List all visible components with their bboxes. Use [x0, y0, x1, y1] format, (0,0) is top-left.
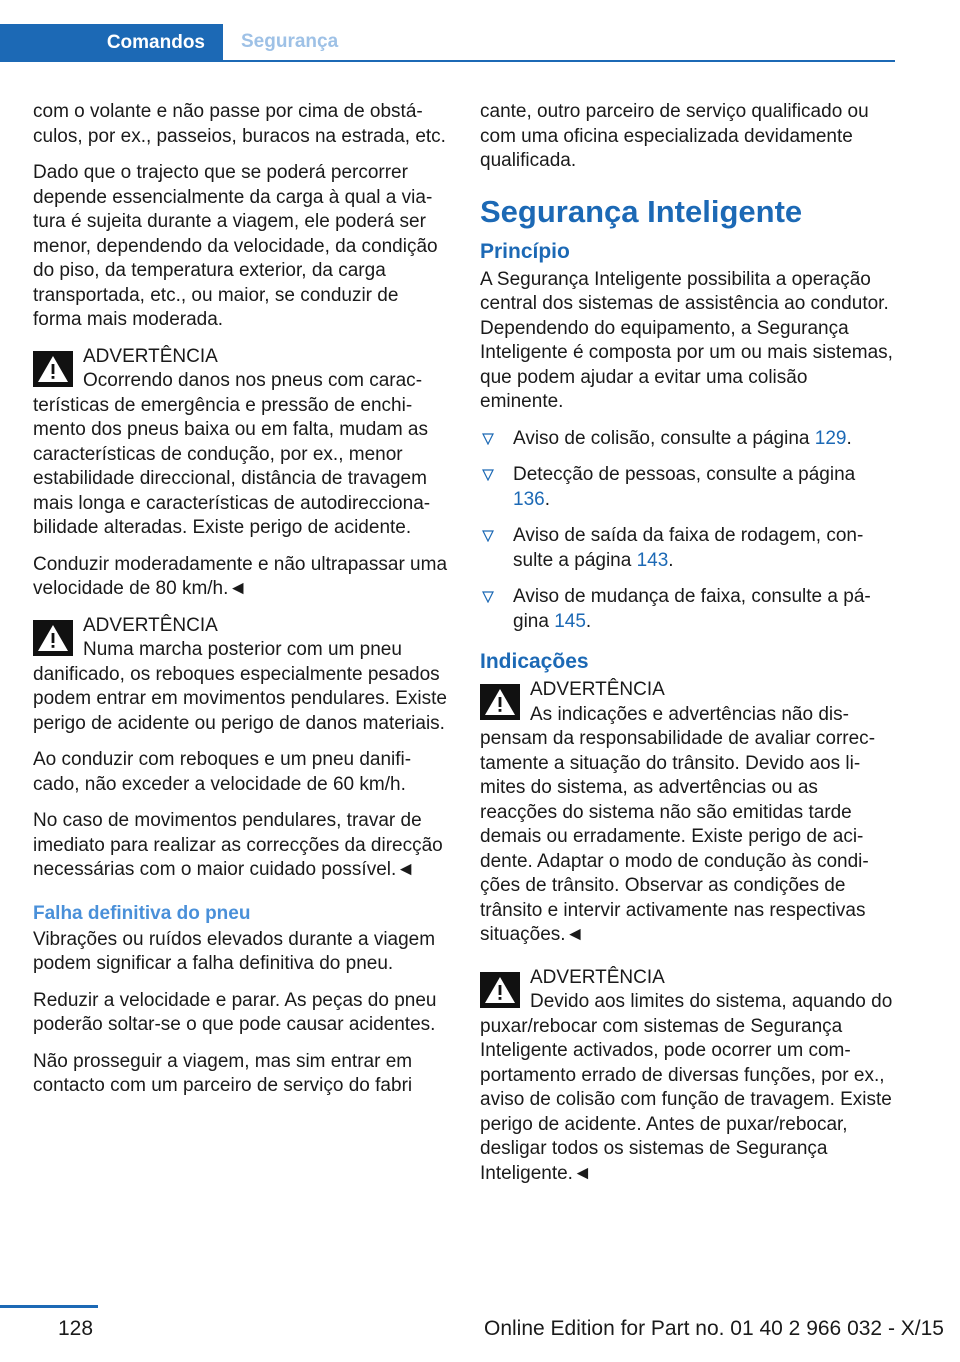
section-title: Segurança Inteligente [480, 193, 803, 229]
feature-list [480, 427, 895, 635]
paragraph: cante, outro parceiro de serviço qualificado ou com uma oficina especializada devidamente qualificada. [480, 101, 869, 171]
warning-text: Numa marcha posterior com um pneu danificado, os reboques especialmente pesados podem entrar em movimentos pendulares. Existe perigo de acidente ou perigo de danos materiais. [33, 639, 447, 734]
warning-triangle-icon [33, 620, 73, 656]
paragraph: Reduzir a velocidade e parar. As peças do pneu poderão soltar-se o que pode causar acidentes. [33, 989, 437, 1035]
page-link[interactable]: 136 [513, 488, 545, 510]
tab-comandos[interactable]: Comandos [0, 24, 223, 62]
heading-principio: Princípio [480, 239, 570, 263]
right-column [480, 100, 895, 1198]
warning-triangle-icon [480, 972, 520, 1008]
warning-title: ADVERTÊNCIA [83, 614, 218, 636]
heading-falha-definitiva: Falha definitiva do pneu [33, 902, 251, 924]
list-item: Aviso de colisão, consulte a página 129. [480, 427, 895, 452]
tab-seguranca[interactable]: Segurança [241, 31, 339, 52]
page-header [0, 24, 895, 62]
footer-rule [0, 1305, 98, 1308]
paragraph: Não prosseguir a viagem, mas sim entrar em contacto com um parceiro de serviço do fabri [33, 1050, 413, 1096]
page-link[interactable]: 143 [636, 549, 669, 571]
paragraph: A Segurança Inteligente possibilita a operação central dos sistemas de assistência ao condutor. Dependendo do equipamento, a Segurança Inteligente é composta por um ou mais sistemas, que podem ajudar a evitar uma colisão eminente. [480, 268, 893, 412]
edition-note: Online Edition for Part no. 01 40 2 966 032 - X/15 [484, 1317, 944, 1340]
page-link[interactable]: 129 [814, 427, 847, 449]
heading-indicacoes: Indicações [480, 650, 589, 673]
left-column [33, 100, 448, 1111]
page-number: 128 [58, 1317, 94, 1340]
warning-text: As indicações e advertências não dispensam da responsabilidade de avaliar correctamente a situação do trânsito. Devido aos limites do sistema, as advertências ou as reacções do sistema não são emitidas tarde demais ou erradamente. Existe perigo de acidente. Adaptar o modo de condução às condições de trânsito. Observar as condições de trânsito e intervir activamente nas respectivas situações.◄ [480, 703, 876, 945]
paragraph: Dado que o trajecto que se poderá percorrer depende essencialmente da carga à qual a viatura é sujeita durante a viagem, ele poderá ser menor, dependendo da velocidade, da condição do piso, da temperatura exterior, da carga transportada, etc., ou maior, se conduzir de forma mais moderada. [33, 162, 438, 330]
list-item: Aviso de mudança de faixa, consulte a página 145. [480, 585, 895, 634]
triangle-bullet-icon [482, 433, 494, 445]
paragraph: Ao conduzir com reboques e um pneu danificado, não exceder a velocidade de 60 km/h. [33, 749, 412, 795]
warning-text: Ocorrendo danos nos pneus com características de emergência e pressão de enchimento dos pneus baixa ou em falta, mudam as características de condução, por ex., menor estabilidade direccional, distância de travagem mais longa e características de autodireccionabilidade alteradas. Existe perigo de acidente. [33, 370, 431, 538]
warning-title: ADVERTÊNCIA [530, 679, 665, 700]
list-item: Aviso de saída da faixa de rodagem, consulte a página 143. [480, 524, 895, 573]
triangle-bullet-icon [482, 469, 494, 481]
list-item: Detecção de pessoas, consulte a página 136. [480, 463, 895, 512]
paragraph: Vibrações ou ruídos elevados durante a viagem podem significar a falha definitiva do pneu. [33, 928, 436, 974]
triangle-bullet-icon [482, 591, 494, 603]
warning-block [33, 345, 448, 541]
warning-title: ADVERTÊNCIA [83, 345, 218, 367]
paragraph: No caso de movimentos pendulares, travar de imediato para realizar as correcções da direcção necessárias com o maior cuidado possível.◄ [33, 810, 443, 880]
warning-block [480, 678, 895, 948]
warning-text: Devido aos limites do sistema, aquando do puxar/rebocar com sistemas de Segurança Inteligente activados, pode ocorrer um comportamento errado de diversas funções, por ex., aviso de colisão com função de travagem. Existe perigo de acidente. Antes de puxar/rebocar, desligar todos os sistemas de Segurança Inteligente.◄ [480, 991, 893, 1184]
warning-title: ADVERTÊNCIA [530, 966, 665, 988]
paragraph: Conduzir moderadamente e não ultrapassar uma velocidade de 80 km/h.◄ [33, 553, 448, 599]
page-link[interactable]: 145 [554, 610, 586, 632]
warning-block [33, 614, 448, 737]
warning-block [480, 966, 895, 1187]
warning-triangle-icon [33, 351, 73, 387]
warning-triangle-icon [480, 684, 520, 720]
paragraph: com o volante e não passe por cima de obstáculos, por ex., passeios, buracos na estrada, etc. [33, 101, 446, 147]
triangle-bullet-icon [482, 530, 494, 542]
